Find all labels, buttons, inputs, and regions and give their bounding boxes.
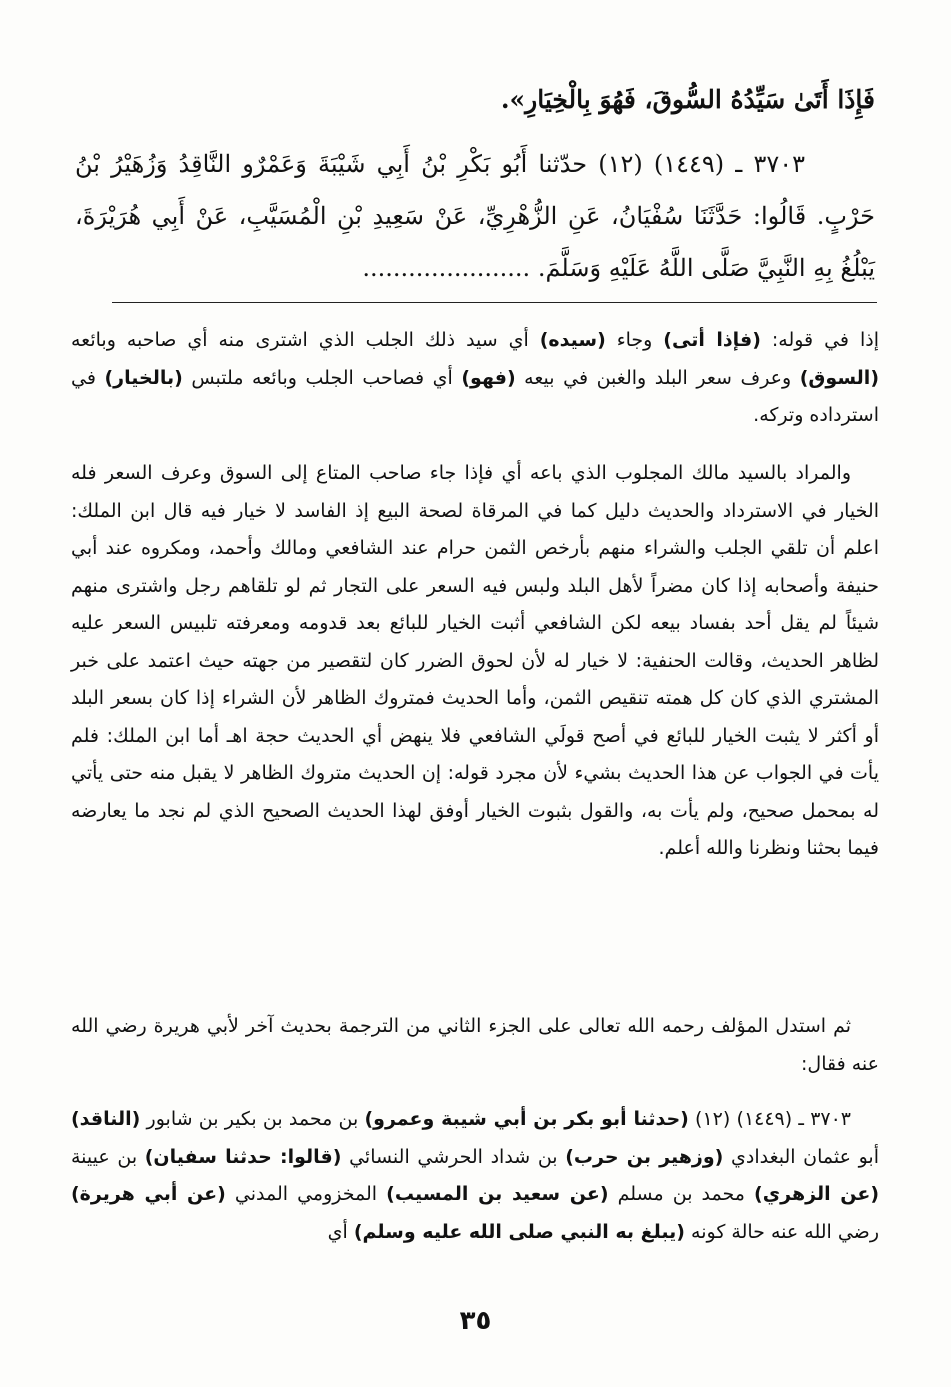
commentary-keyword: (فإذا أتى): [663, 329, 761, 351]
commentary-keyword: (حدثنا أبو بكر بن أبي شيبة وعمرو): [364, 1108, 689, 1130]
hadith-chain-text: ٣٧٠٣ ـ (١٤٤٩) (١٢) حدّثنا أَبُو بَكْرِ بْنُ أَبِي شَيْبَةَ وَعَمْرٌو النَّاقِدُ وَزُهَيْرُ بْنُ حَرْبٍ. قَالُوا: حَدَّثَنَا سُفْيَانُ، عَنِ الزُّهْرِيِّ، عَنْ سَعِيدِ بْنِ الْمُسَيَّبِ، عَنْ أَبِي هُرَيْرَةَ، يَبْلُغُ بِهِ النَّبِيَّ صَلَّى اللَّهُ عَلَيْهِ وَسَلَّمَ.: [75, 150, 875, 282]
commentary-text: ٣٧٠٣ ـ (١٤٤٩) (١٢): [688, 1108, 852, 1130]
commentary-text: وجاء: [605, 329, 664, 351]
commentary-keyword: (بالخيار): [104, 366, 183, 389]
commentary-paragraph-2: [71, 455, 879, 868]
hadith-ending-text: فَإِذَا أَتَىٰ سَيِّدُهُ السُّوقَ، فَهُوَ بِالْخِيَارِ».: [500, 85, 875, 114]
commentary-text: محمد بن مسلم: [608, 1183, 755, 1205]
page-number: ٣٥: [459, 1306, 492, 1336]
commentary-text: بن عيينة: [71, 1145, 145, 1168]
commentary-text: أي: [327, 1220, 354, 1243]
commentary-keyword: (الناقد): [71, 1108, 141, 1130]
commentary-paragraph-4: [71, 1101, 879, 1251]
commentary-text: بن محمد بن بكير بن شابور: [140, 1108, 365, 1130]
commentary-text: ثم استدل المؤلف رحمه الله تعالى على الجزء الثاني من الترجمة بحديث آخر لأبي هريرة رضي الله عنه فقال:: [71, 1015, 879, 1075]
commentary-text: أي سيد ذلك الجلب الذي اشترى منه أي صاحبه وبائعه: [71, 329, 540, 351]
commentary-text: أبو عثمان البغدادي: [723, 1145, 879, 1168]
commentary-paragraph-3: [71, 1008, 879, 1083]
commentary-text: وعرف سعر البلد والغبن في بيعه: [515, 366, 800, 389]
section-divider: [112, 302, 877, 303]
commentary-keyword: (فهو): [461, 366, 516, 389]
commentary-keyword: (عن سعيد بن المسيب): [386, 1183, 609, 1205]
commentary-text: المخزومي المدني: [225, 1183, 387, 1205]
commentary-keyword: (يبلغ به النبي صلى الله عليه وسلم): [353, 1220, 685, 1243]
commentary-text: في استرداده وتركه.: [71, 366, 879, 426]
commentary-text: رضي الله عنه حالة كونه: [685, 1220, 879, 1243]
commentary-keyword: (عن أبي هريرة): [71, 1183, 226, 1205]
commentary-text: بن شداد الحرشي النسائي: [341, 1145, 566, 1168]
commentary-keyword: (السوق): [799, 366, 879, 389]
commentary-keyword: (سيده): [539, 329, 606, 351]
commentary-text: أي فصاحب الجلب وبائعه ملتبس: [182, 366, 462, 389]
commentary-keyword: (عن الزهري): [754, 1183, 879, 1205]
hadith-chain-paragraph: [75, 138, 875, 294]
commentary-keyword: (وزهير بن حرب): [565, 1145, 724, 1168]
hadith-ending-line: [75, 78, 875, 122]
commentary-text: إذا في قوله:: [760, 329, 879, 351]
commentary-paragraph-1: [71, 322, 879, 435]
commentary-keyword: (قالوا: حدثنا سفيان): [144, 1145, 342, 1168]
hadith-ellipsis: ......................: [362, 254, 531, 282]
commentary-text: والمراد بالسيد مالك المجلوب الذي باعه أي فإذا جاء صاحب المتاع إلى السوق وعرف السعر فله الخيار في الاسترداد والحديث دليل كما في المرقاة لصحة البيع إذ الفاسد لا خيار فيه قال ابن الملك: اعلم أن تلقي الجلب والشراء منهم بأرخص الثمن حرام عند الشافعي ومالك وأحمد، ومكروه عند أبي حنيفة وأصحابه إذا كان مضراً لأهل البلد ولبس فيه السعر على التجار ثم لو تلقاهم رجل واشترى منهم شيئاً لم يقل أحد بفساد بيعه لكن الشافعي أثبت الخيار للبائع بعد قدومه ومعرفته تلبيس السعر عليه لظاهر الحديث، وقالت الحنفية: لا خيار له لأن لحوق الضرر كان لتقصير من جهته حيث اعتمد على خبر المشتري الذي كان كل همته تنقيص الثمن، وأما الحديث فمتروك الظاهر لأن الشراء إذا كان بسعر البلد أو أكثر لا يثبت الخيار للبائع في أصح قولَي الشافعي فلا ينهض أي الحديث حجة اهـ أما ابن الملك: فلم يأت في الجواب عن هذا الحديث بشيء لأن مجرد قوله: إن الحديث متروك الظاهر لا يقبل منه حتى يأتي له بمحمل صحيح، ولم يأت به، والقول بثبوت الخيار أوفق لهذا الحديث الصحيح الذي لم نجد ما يعارضه فيما بحثنا ونظرنا والله أعلم.: [71, 462, 879, 859]
